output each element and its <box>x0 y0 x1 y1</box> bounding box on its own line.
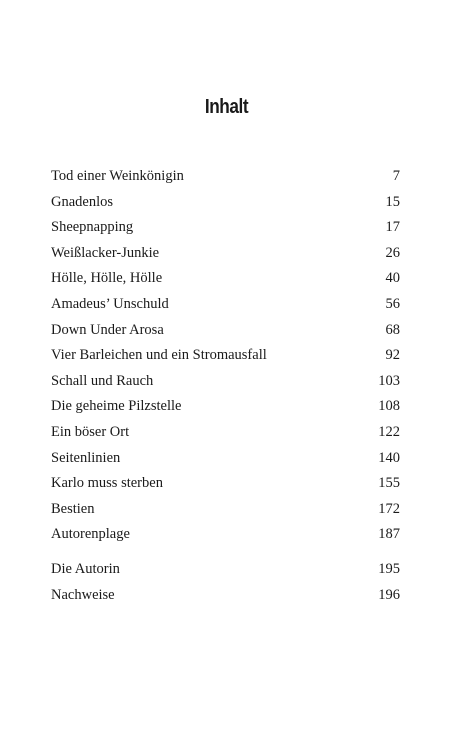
toc-entry <box>51 561 400 581</box>
toc-entry <box>51 296 400 316</box>
toc-entry-title: Die Autorin <box>51 561 120 577</box>
toc-entry <box>51 501 400 521</box>
page-title: Inhalt <box>204 96 249 118</box>
toc-entry-title: Weißlacker-Junkie <box>51 244 160 261</box>
toc-entry-page: 15 <box>385 193 400 210</box>
toc-entry-title: Autorenplage <box>51 526 130 543</box>
toc-entry-page: 56 <box>385 296 400 312</box>
toc-entry <box>51 373 400 393</box>
toc-entry <box>51 526 400 546</box>
toc-entry-title: Nachweise <box>51 586 115 603</box>
toc-entry-title: Down Under Arosa <box>51 321 164 338</box>
toc-entry <box>51 219 400 239</box>
toc-entry-title: Schall und Rauch <box>51 372 154 389</box>
toc-entry <box>51 398 400 418</box>
toc-entry-page: 7 <box>392 168 400 184</box>
toc-entry-page: 108 <box>378 398 400 415</box>
toc-entry-page: 92 <box>385 347 400 364</box>
toc-entry-page: 68 <box>385 321 400 338</box>
toc-entry <box>51 194 400 214</box>
toc-entry-title: Karlo muss sterben <box>51 475 163 492</box>
toc-entry-page: 40 <box>385 270 400 287</box>
toc-entry-title: Seitenlinien <box>51 449 121 466</box>
toc-entry <box>51 475 400 495</box>
toc-entry-page: 26 <box>385 244 400 261</box>
toc-entry-page: 122 <box>378 424 400 440</box>
toc-entry-page: 103 <box>378 372 400 389</box>
toc-entry <box>51 245 400 265</box>
toc-entry-title: Bestien <box>51 500 95 517</box>
toc-entry-page: 187 <box>378 526 400 543</box>
toc-entry-title: Tod einer Weinkönigin <box>51 168 184 184</box>
toc-entry <box>51 450 400 470</box>
toc-entry-title: Amadeus’ Unschuld <box>51 296 169 312</box>
toc-entry-page: 155 <box>378 475 400 492</box>
toc-entry <box>51 347 400 367</box>
toc-entry-title: Vier Barleichen und ein Stromausfall <box>51 347 267 364</box>
toc-entry-page: 172 <box>378 500 400 517</box>
toc-entry-title: Die geheime Pilzstelle <box>51 398 182 415</box>
toc-entry-page: 195 <box>378 561 400 577</box>
toc-entry-title: Sheepnapping <box>51 219 134 236</box>
toc-entry <box>51 587 400 607</box>
toc-entry <box>51 270 400 290</box>
toc-entry-page: 17 <box>385 219 400 236</box>
toc-entry-page: 140 <box>378 449 400 466</box>
toc-entry <box>51 322 400 342</box>
toc-entry-page: 196 <box>378 586 400 603</box>
toc-entry <box>51 168 400 188</box>
toc-entry-title: Ein böser Ort <box>51 424 130 440</box>
toc-entry-title: Hölle, Hölle, Hölle <box>51 270 163 287</box>
toc-entry-title: Gnadenlos <box>51 193 114 210</box>
toc-entry <box>51 424 400 444</box>
